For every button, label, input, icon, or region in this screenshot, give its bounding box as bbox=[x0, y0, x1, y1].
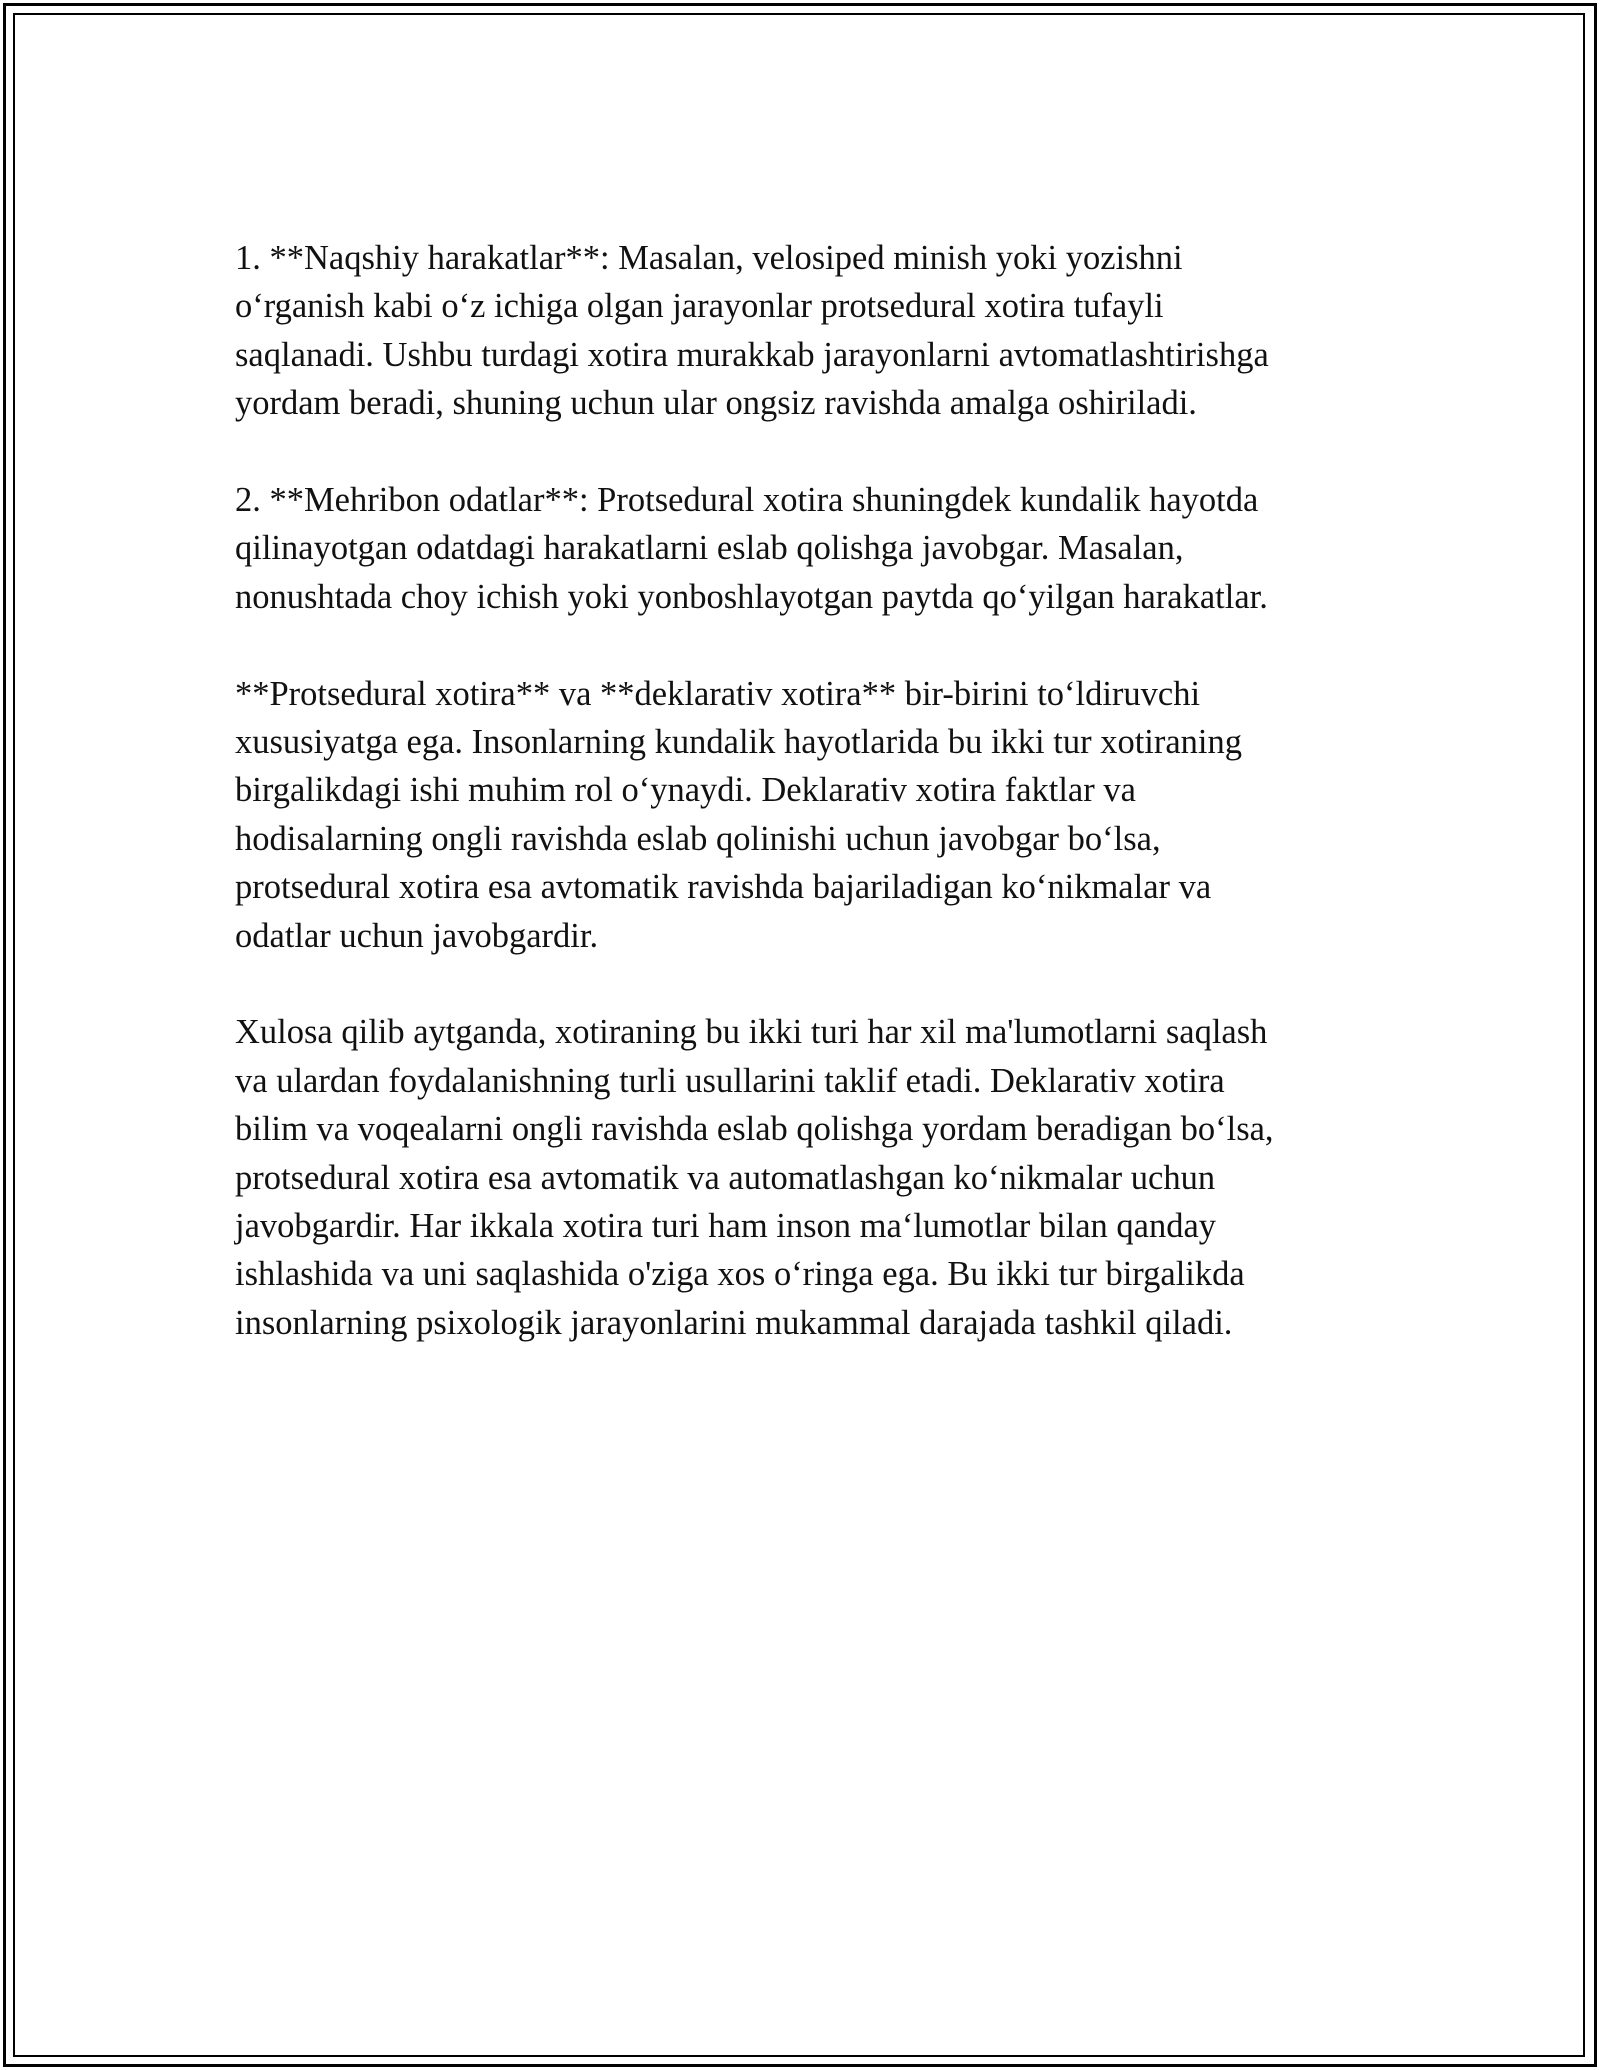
paragraph-procedural-actions: 1. **Naqshiy harakatlar**: Masalan, velosiped minish yoki yozishni o‘rganish kabi o‘z ichiga olgan jarayonlar protsedural xotira tufayli saqlanadi. Ushbu turdagi xotira murakkab jarayonlarni avtomatlashtirishga yordam beradi, shuning uchun ular ongsiz ravishda amalga oshiriladi. bbox=[235, 239, 1269, 423]
paragraph-conclusion: Xulosa qilib aytganda, xotiraning bu ikki turi har xil ma'lumotlarni saqlash va ulardan foydalanishning turli usullarini taklif etadi. Deklarativ xotira bilim va voqealarni ongli ravishda eslab qolishga yordam beradigan bo‘lsa, protsedural xotira esa avtomatik va automatlashgan ko‘nikmalar uchun javobgardir. Har ikkala xotira turi ham inson ma‘lumotlar bilan qanday ishlashida va uni saqlashida o'ziga xos o‘ringa ega. Bu ikki tur birgalikda insonlarning psixologik jarayonlarini mukammal darajada tashkil qiladi. bbox=[235, 1013, 1274, 1342]
document-body bbox=[235, 234, 1365, 1396]
paragraph-memory-comparison: **Protsedural xotira** va **deklarativ xotira** bir-birini to‘ldiruvchi xususiyatga ega. Insonlarning kundalik hayotlarida bu ikki tur xotiraning birgalikdagi ishi muhim rol o‘ynaydi. Deklarativ xotira faktlar va hodisalarning ongli ravishda eslab qolinishi uchun javobgar bo‘lsa, protsedural xotira esa avtomatik ravishda bajariladigan ko‘nikmalar va odatlar uchun javobgardir. bbox=[235, 674, 1243, 955]
paragraph-daily-habits: 2. **Mehribon odatlar**: Protsedural xotira shuningdek kundalik hayotda qilinayotgan odatdagi harakatlarni eslab qolishga javobgar. Masalan, nonushtada choy ichish yoki yonboshlayotgan paytda qo‘yilgan harakatlar. bbox=[235, 481, 1268, 616]
